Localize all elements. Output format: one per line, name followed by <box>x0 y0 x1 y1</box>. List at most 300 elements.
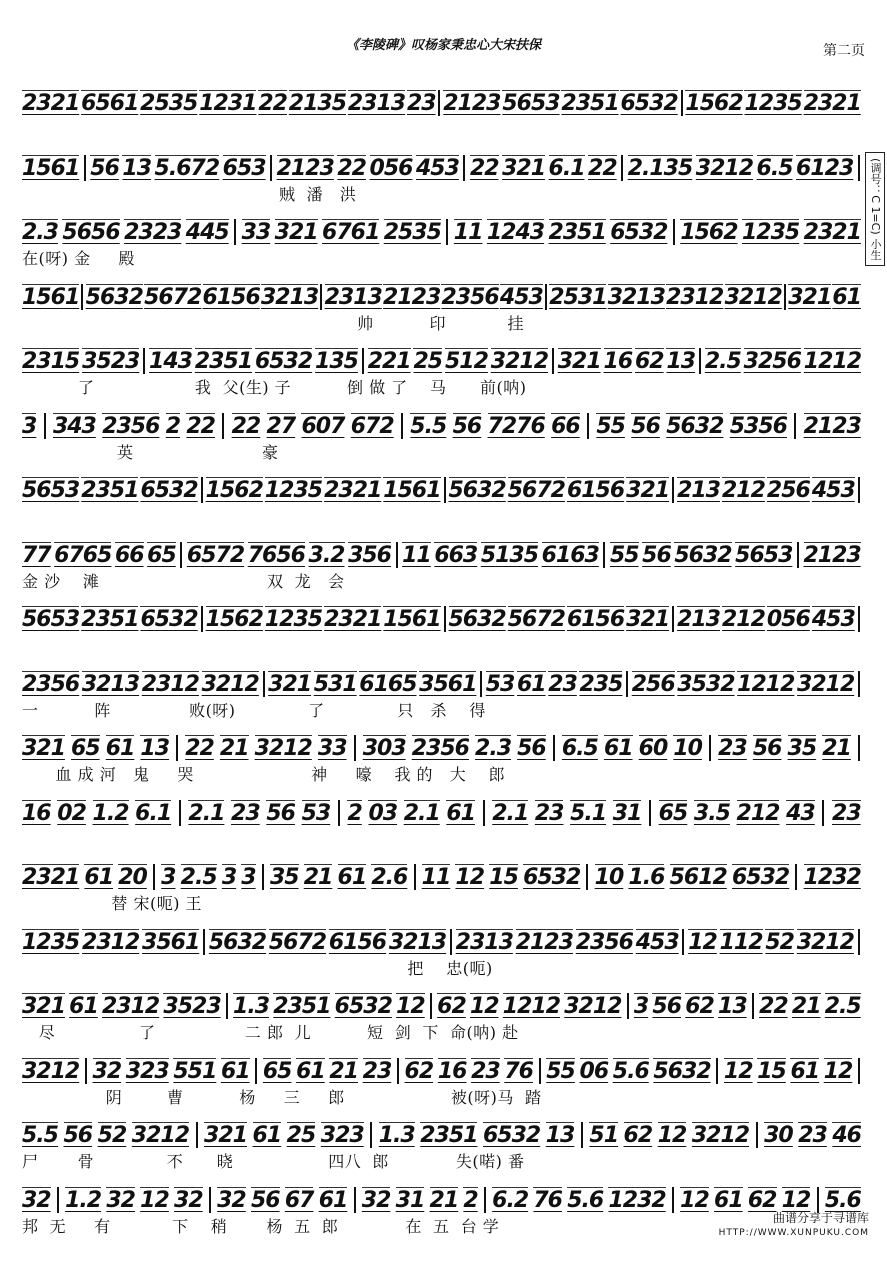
note-group: 43 <box>786 800 815 826</box>
bar-line <box>858 735 860 761</box>
note-group: 2535 <box>383 220 441 245</box>
lyric-line: 了 我 父(生) 子 倒 做 了 马 前(呐) <box>22 378 527 397</box>
note-group: 2321 <box>803 91 861 116</box>
bar-line <box>681 90 683 116</box>
score-line <box>0 207 887 273</box>
score-line <box>0 465 887 531</box>
note-group: 23 <box>832 800 861 826</box>
note-group: 62 <box>437 994 466 1019</box>
lyric-line: 阴 曹 杨 三 郎 被(呀)马 踏 <box>22 1087 542 1107</box>
note-group: 3 <box>221 865 237 890</box>
note-group: 16 <box>22 800 51 826</box>
note-group: 2356 <box>441 284 499 310</box>
bar-line <box>480 671 482 697</box>
note-group: 3212 <box>131 1123 190 1148</box>
note-group: 2356 <box>102 413 160 439</box>
note-group: 2312 <box>141 671 199 697</box>
note-group: 3212 <box>22 1058 80 1084</box>
note-group: 512 <box>444 349 488 374</box>
note-group: 25 <box>286 1123 316 1148</box>
note-group: 1.6 <box>628 865 665 890</box>
note-group: 62 <box>685 994 714 1019</box>
bar-line <box>354 735 356 761</box>
note-group: 3256 <box>743 349 801 374</box>
note-group: 5.6 <box>612 1058 649 1084</box>
note-group: 321 <box>22 736 65 761</box>
note-group: 32 <box>106 1187 135 1213</box>
note-group: 2356 <box>411 736 469 761</box>
bar-line <box>484 1187 486 1213</box>
note-group: 1562 <box>685 91 743 116</box>
note-group: 2.1 <box>492 800 529 826</box>
note-group: 056 <box>369 155 413 181</box>
note-group: 25 <box>413 349 443 374</box>
note-group: 3561 <box>419 671 477 697</box>
note-group: 13 <box>140 736 170 761</box>
bar-line <box>226 993 228 1019</box>
bar-line <box>795 864 797 890</box>
note-group: 1561 <box>22 155 80 181</box>
note-group: 2135 <box>288 91 347 116</box>
bar-line <box>858 477 860 503</box>
note-group: 2123 <box>803 413 861 439</box>
note-group: 445 <box>185 220 229 245</box>
note-group: 1235 <box>22 929 80 955</box>
note-group: 12 <box>469 994 499 1019</box>
bar-line <box>673 219 675 245</box>
note-group: 2351 <box>273 994 331 1019</box>
note-group: 1212 <box>502 994 561 1019</box>
note-group: 21 <box>429 1187 459 1213</box>
note-group: 3561 <box>142 929 200 955</box>
bar-line <box>649 800 651 826</box>
note-group: 1561 <box>383 478 441 503</box>
bar-line <box>587 413 589 439</box>
note-group: 2535 <box>140 91 198 116</box>
note-group: 61 <box>105 736 135 761</box>
note-group: 653 <box>222 155 266 181</box>
note-group: 453 <box>415 155 459 181</box>
note-group: 20 <box>118 865 147 890</box>
notation-line <box>22 852 861 890</box>
bar-line <box>553 735 555 761</box>
note-group: 3213 <box>260 284 319 310</box>
bar-line <box>44 413 46 439</box>
note-group: 56 <box>652 994 682 1019</box>
bar-line <box>397 1058 399 1084</box>
note-group: 12 <box>680 1187 709 1213</box>
note-group: 2123 <box>515 929 573 955</box>
note-group: 321 <box>788 284 832 310</box>
bar-line <box>784 284 786 310</box>
note-group: 303 <box>362 736 406 761</box>
bar-line <box>552 348 554 374</box>
notation-line <box>22 723 861 761</box>
lyric-line <box>22 633 852 655</box>
note-group: 13 <box>545 1123 575 1148</box>
notation-line <box>22 594 861 632</box>
note-group: 2313 <box>324 284 382 310</box>
note-group: 2313 <box>347 91 406 116</box>
note-group: 76 <box>533 1187 562 1213</box>
note-group: 1235 <box>744 91 802 116</box>
note-group: 67 <box>284 1187 314 1213</box>
bar-line <box>672 1187 674 1213</box>
bar-line <box>858 929 860 955</box>
note-group: 5653 <box>502 91 560 116</box>
note-group: 1561 <box>383 607 441 632</box>
notation-line <box>22 1175 861 1213</box>
bar-line <box>234 219 236 245</box>
note-group: 1.3 <box>233 994 270 1019</box>
bar-line <box>255 1058 257 1084</box>
note-group: 21 <box>219 736 249 761</box>
note-group: 2315 <box>22 349 80 374</box>
note-group: 3 <box>22 413 37 439</box>
note-group: 6.5 <box>561 736 598 761</box>
note-group: 2351 <box>561 91 619 116</box>
note-group: 2.5 <box>704 349 741 374</box>
note-group: 321 <box>626 607 670 632</box>
note-group: 11 <box>421 865 451 890</box>
note-group: 5653 <box>22 478 80 503</box>
note-group: 1562 <box>205 478 263 503</box>
note-group: 65 <box>262 1058 292 1084</box>
note-group: 2351 <box>194 349 253 374</box>
note-group: 22 <box>258 91 287 116</box>
note-group: 213 <box>677 478 720 503</box>
note-group: 15 <box>757 1058 786 1084</box>
bar-line <box>586 864 588 890</box>
bar-line <box>444 477 446 503</box>
note-group: 7276 <box>487 413 545 439</box>
note-group: 32 <box>92 1058 122 1084</box>
note-group: 3212 <box>254 736 312 761</box>
note-group: 22 <box>469 155 499 181</box>
bar-line <box>209 1187 211 1213</box>
note-group: 12 <box>823 1058 853 1084</box>
lyric-line: 血 成 河 鬼 哭 神 嚎 我 的 大 郎 <box>22 765 506 784</box>
lyric-line: 英 豪 <box>22 442 279 462</box>
note-group: 16 <box>603 349 633 374</box>
page-number: 第二页 <box>823 43 865 59</box>
note-group: 212 <box>721 607 765 632</box>
note-group: 30 <box>764 1123 793 1148</box>
note-group: 112 <box>719 929 763 955</box>
note-group: 3 <box>241 865 256 890</box>
bar-line <box>354 1187 356 1213</box>
note-group: 65 <box>147 542 176 568</box>
note-group: 453 <box>499 284 543 310</box>
note-group: 15 <box>489 865 518 890</box>
note-group: 2321 <box>22 91 80 116</box>
note-group: 3212 <box>724 284 782 310</box>
note-group: 551 <box>173 1058 217 1084</box>
note-group: 143 <box>149 349 192 374</box>
bar-line <box>858 1058 860 1084</box>
note-group: 2.135 <box>627 155 693 181</box>
note-group: 6532 <box>140 607 198 632</box>
score-line <box>0 788 887 854</box>
bar-line <box>57 1187 59 1213</box>
note-group: 32 <box>22 1187 51 1213</box>
bar-line <box>822 800 824 826</box>
note-group: 1.2 <box>65 1187 102 1213</box>
note-group: 2 <box>347 800 362 826</box>
note-group: 1235 <box>264 478 323 503</box>
bar-line <box>463 155 465 181</box>
note-group: 22 <box>588 155 617 181</box>
note-group: 663 <box>434 542 478 568</box>
note-group: 2351 <box>81 607 139 632</box>
lyric-line: 邦 无 有 下 稍 杨 五 郎 在 五 台 学 <box>22 1216 500 1236</box>
note-group: 6.5 <box>756 155 793 181</box>
note-group: 60 <box>638 736 668 761</box>
note-group: 056 <box>766 607 810 632</box>
note-group: 356 <box>348 542 391 568</box>
note-group: 6761 <box>322 220 380 245</box>
lyric-line: 一 阵 败(呀) 了 只 杀 得 <box>22 700 486 720</box>
note-group: 56 <box>452 413 482 439</box>
bar-line <box>153 864 155 890</box>
bar-line <box>320 284 322 310</box>
bar-line <box>581 1122 583 1148</box>
note-group: 1243 <box>486 220 545 245</box>
score-line <box>0 1110 887 1176</box>
note-group: 2321 <box>22 865 80 890</box>
note-group: 12 <box>723 1058 753 1084</box>
note-group: 66 <box>551 413 580 439</box>
note-group: 2.3 <box>22 220 58 245</box>
note-group: 672 <box>350 413 394 439</box>
note-group: 76 <box>504 1058 533 1084</box>
note-group: 23 <box>718 736 747 761</box>
note-group: 12 <box>140 1187 169 1213</box>
note-group: 52 <box>765 929 794 955</box>
note-group: 5632 <box>674 542 732 568</box>
bar-line <box>444 606 446 632</box>
note-group: 2321 <box>803 220 861 245</box>
page-title: 《李陵碑》叹杨家秉忠心大宋扶保 <box>345 38 541 53</box>
note-group: 3 <box>633 994 649 1019</box>
note-group: 10 <box>594 865 624 890</box>
note-group: 33 <box>317 736 347 761</box>
score-line <box>0 659 887 725</box>
bar-line <box>858 155 860 181</box>
note-group: 61 <box>446 800 475 826</box>
note-group: 11 <box>402 542 431 568</box>
note-group: 61 <box>603 736 633 761</box>
note-group: 61 <box>318 1187 348 1213</box>
score-line <box>0 401 887 467</box>
bar-line <box>143 348 145 374</box>
note-group: 321 <box>274 220 318 245</box>
score-line <box>0 852 887 918</box>
note-group: 61 <box>296 1058 325 1084</box>
note-group: 3213 <box>388 929 447 955</box>
note-group: 6532 <box>483 1123 541 1148</box>
note-group: 2.3 <box>475 736 512 761</box>
bar-line <box>414 864 416 890</box>
note-group: 61 <box>84 865 114 890</box>
note-group: 32 <box>217 1187 246 1213</box>
note-group: 51 <box>589 1123 619 1148</box>
note-group: 13 <box>718 994 747 1019</box>
bar-line <box>84 155 86 181</box>
bar-line <box>396 542 398 568</box>
note-group: 531 <box>313 671 357 697</box>
note-group: 6532 <box>254 349 313 374</box>
lyric-line: 尸 骨 不 晓 四八 郎 失(喏) 番 <box>22 1152 525 1171</box>
bar-line <box>263 671 265 697</box>
note-group: 5632 <box>85 284 143 310</box>
note-group: 23 <box>548 671 577 697</box>
footer <box>719 1211 869 1241</box>
note-group: 321 <box>502 155 546 181</box>
note-group: 61 <box>220 1058 250 1084</box>
note-group: 5653 <box>735 542 793 568</box>
note-group: 321 <box>204 1123 247 1148</box>
note-group: 5632 <box>653 1058 711 1084</box>
note-group: 21 <box>791 994 821 1019</box>
note-group: 23 <box>798 1123 827 1148</box>
note-group: 53 <box>301 800 331 826</box>
note-group: 2312 <box>82 929 140 955</box>
note-group: 2323 <box>124 220 182 245</box>
note-group: 33 <box>241 220 271 245</box>
note-group: 343 <box>52 413 96 439</box>
note-group: 22 <box>337 155 366 181</box>
note-group: 135 <box>315 349 358 374</box>
note-group: 65 <box>71 736 100 761</box>
note-group: 2123 <box>443 91 501 116</box>
score-line <box>0 78 887 144</box>
note-group: 3 <box>161 865 176 890</box>
note-group: 256 <box>631 671 675 697</box>
note-group: 55 <box>546 1058 575 1084</box>
note-group: 3523 <box>163 994 221 1019</box>
note-group: 1212 <box>737 671 795 697</box>
bar-line <box>338 800 340 826</box>
note-group: 453 <box>811 607 855 632</box>
lyric-line: 帅 印 挂 <box>22 313 524 333</box>
bar-line <box>797 542 799 568</box>
notation-line <box>22 659 861 697</box>
bar-line <box>203 929 205 955</box>
note-group: 1232 <box>803 865 861 890</box>
note-group: 52 <box>97 1123 127 1148</box>
note-group: 2351 <box>420 1123 478 1148</box>
note-group: 23 <box>471 1058 500 1084</box>
note-group: 212 <box>736 800 780 826</box>
note-group: 5135 <box>480 542 539 568</box>
bar-line <box>438 90 440 116</box>
bar-line <box>222 413 224 439</box>
note-group: 1.2 <box>92 800 129 826</box>
note-group: 22 <box>231 413 261 439</box>
note-group: 2 <box>165 413 181 439</box>
notation-line <box>22 78 861 116</box>
lyric-line: 贼 潘 洪 <box>22 184 357 204</box>
note-group: 5.1 <box>570 800 607 826</box>
note-group: 2312 <box>666 284 724 310</box>
note-group: 61 <box>337 865 367 890</box>
note-group: 3212 <box>564 994 622 1019</box>
note-group: 61 <box>832 284 861 310</box>
note-group: 3213 <box>607 284 665 310</box>
note-group: 2351 <box>548 220 606 245</box>
note-group: 61 <box>790 1058 820 1084</box>
note-group: 5.6 <box>567 1187 604 1213</box>
notation-line <box>22 788 861 826</box>
bar-line <box>179 800 181 826</box>
note-group: 3523 <box>82 349 140 374</box>
note-group: 235 <box>579 671 623 697</box>
lyric-line <box>22 504 852 526</box>
note-group: 61 <box>516 671 546 697</box>
note-group: 2.6 <box>371 865 408 890</box>
score-line <box>0 723 887 789</box>
note-group: 7656 <box>247 542 305 568</box>
bar-line <box>794 413 796 439</box>
score-line <box>0 594 887 660</box>
note-group: 2 <box>463 1187 478 1213</box>
score-line <box>0 917 887 983</box>
note-group: 453 <box>635 929 679 955</box>
note-group: 3.5 <box>693 800 730 826</box>
note-group: 56 <box>517 736 546 761</box>
bar-line <box>483 800 485 826</box>
note-group: 321 <box>268 671 312 697</box>
note-group: 3212 <box>490 349 548 374</box>
note-group: 321 <box>626 478 670 503</box>
note-group: 31 <box>612 800 642 826</box>
note-group: 2123 <box>276 155 334 181</box>
note-group: 61 <box>252 1123 282 1148</box>
score-line <box>0 530 887 596</box>
note-group: 56 <box>90 155 119 181</box>
note-group: 2.5 <box>824 994 861 1019</box>
note-group: 453 <box>811 478 855 503</box>
note-group: 3212 <box>695 155 754 181</box>
bar-line <box>672 606 674 632</box>
note-group: 62 <box>747 1187 777 1213</box>
note-group: 16 <box>437 1058 467 1084</box>
note-group: 1562 <box>680 220 738 245</box>
note-group: 6532 <box>610 220 668 245</box>
notation-line <box>22 917 861 955</box>
note-group: 32 <box>174 1187 203 1213</box>
bar-line <box>201 606 203 632</box>
side-key-label: (调号：C 1=C) 小生 <box>865 152 885 266</box>
note-group: 31 <box>395 1187 425 1213</box>
note-group: 2321 <box>324 478 382 503</box>
note-group: 56 <box>250 1187 280 1213</box>
note-group: 62 <box>635 349 664 374</box>
note-group: 321 <box>557 349 601 374</box>
bar-line <box>81 284 83 310</box>
bar-line <box>756 1122 758 1148</box>
note-group: 22 <box>186 413 215 439</box>
note-group: 22 <box>759 994 788 1019</box>
note-group: 23 <box>362 1058 392 1084</box>
score-line <box>0 981 887 1047</box>
note-group: 5.672 <box>154 155 220 181</box>
note-group: 56 <box>642 542 671 568</box>
note-group: 23 <box>406 91 436 116</box>
bar-line <box>858 671 860 697</box>
note-group: 6.1 <box>548 155 585 181</box>
